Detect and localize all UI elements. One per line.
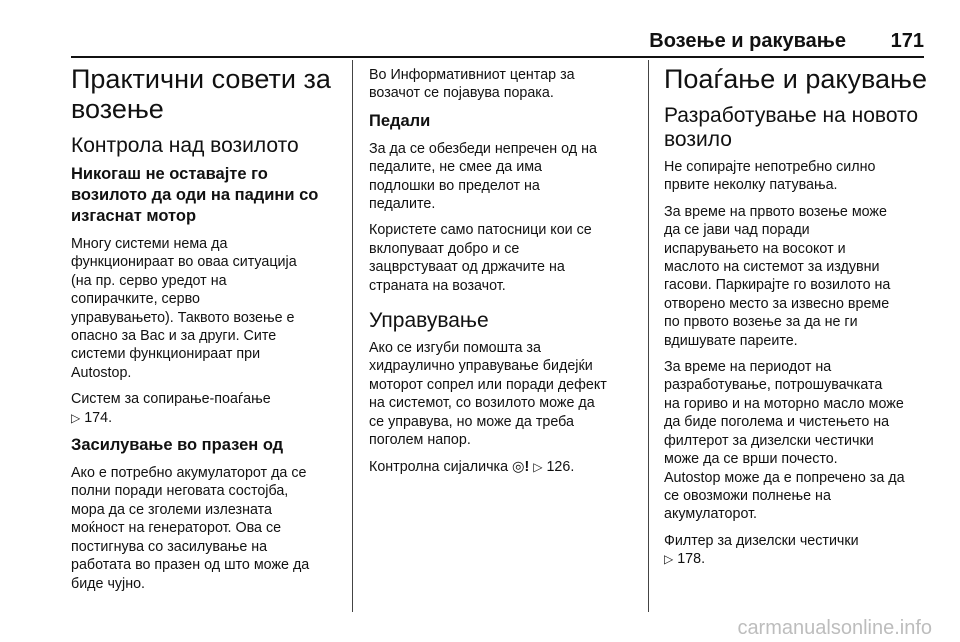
subsection-heading: Управување bbox=[369, 309, 489, 333]
page-ref-icon: ▷ bbox=[664, 552, 674, 567]
subsection-heading: Контрола над возилото bbox=[71, 134, 299, 157]
paragraph: За време на периодот на разработување, потрошувачката на гориво и на моторно масло може да биде поголема и чистењето на филтерот за дизелски честички може да се врши почесто. Autostop може да е попречено за да се овозможи полнење на акумулаторот. bbox=[664, 359, 905, 523]
cross-reference[interactable]: Контролна сијаличка ◎! ▷ 126. bbox=[369, 458, 575, 475]
topic-heading: Педали bbox=[369, 111, 431, 130]
watermark: carmanualsonline.info bbox=[737, 617, 932, 639]
section-heading: Практични совети за возење bbox=[71, 64, 331, 124]
column-divider bbox=[352, 60, 353, 612]
paragraph: За да се обезбеди непречен од на педалите, не смее да има подлошки во пределот на педалите. bbox=[369, 140, 597, 213]
paragraph: Ако се изгуби помошта за хидраулично управување бидејќи моторот сопрел или поради дефект на системот, со возилото може да се управува, но може да треба поголем напор. bbox=[369, 340, 607, 449]
column-divider bbox=[648, 60, 649, 612]
page-ref-icon: ▷ bbox=[71, 410, 81, 425]
topic-heading: Никогаш не оставајте го возилото да оди на падини со изгаснат мотор bbox=[71, 165, 319, 225]
cross-reference[interactable]: Филтер за дизелски честички ▷ 178. bbox=[664, 532, 859, 568]
column-2 bbox=[369, 60, 641, 484]
column-3 bbox=[664, 60, 929, 577]
section-heading: Поаѓање и ракување bbox=[664, 64, 927, 94]
page-ref-icon: ▷ bbox=[533, 459, 543, 474]
steering-warning-icon: ◎! bbox=[512, 458, 530, 475]
page-number: 171 bbox=[890, 30, 924, 52]
subsection-heading: Разработување на новото возило bbox=[664, 104, 919, 151]
paragraph: За време на првото возење може да се јави чад поради испарувањето на восокот и маслото на системот за издувни гасови. Паркирајте го возилото на отворено место за извесно време по првото возење за да не ги вдишувате пареите. bbox=[664, 203, 891, 349]
paragraph: Ако е потребно акумулаторот да се полни поради неговата состојба, мора да се зголеми излезната моќност на генераторот. Ова се постигнува со засилување на работата во празен од што може да биде чујно. bbox=[71, 465, 310, 592]
paragraph: Многу системи нема да функционираат во оваа ситуација (на пр. серво уредот на сопирачките, серво управувањето). Таквото возење е опасно за Вас и за други. Сите системи функционираат при Autostop. bbox=[71, 236, 297, 381]
header-rule bbox=[71, 56, 924, 58]
paragraph: Користете само патосници кои се вклопуваат добро и се зацврстуваат од држачите на страната на возачот. bbox=[369, 222, 592, 294]
paragraph: Во Информативниот центар за возачот се појавува порака. bbox=[369, 67, 575, 102]
cross-reference[interactable]: Систем за сопирање-поаѓање ▷ 174. bbox=[71, 391, 271, 426]
paragraph: Не сопирајте непотребно силно првите неколку патувања. bbox=[664, 159, 876, 194]
column-1 bbox=[71, 60, 346, 601]
running-title: Возење и ракување bbox=[649, 30, 846, 52]
topic-heading: Засилување во празен од bbox=[71, 436, 284, 455]
